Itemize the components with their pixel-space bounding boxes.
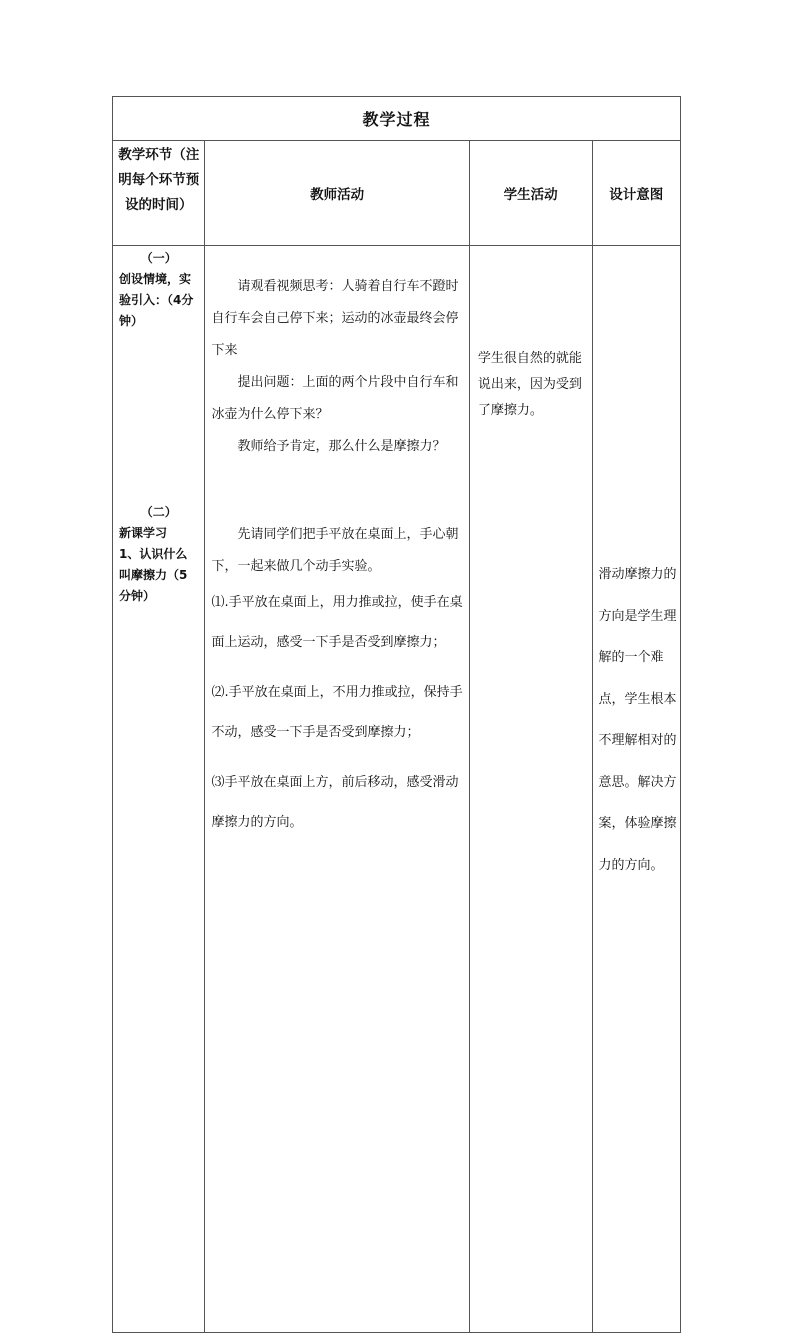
teacher-paragraph-experiment-intro: 先请同学们把手平放在桌面上，手心朝下，一起来做几个动手实验。 <box>211 527 459 574</box>
teacher-paragraph-question: 提出问题：上面的两个片段中自行车和冰壶为什么停下来？ <box>211 375 459 422</box>
header-stage: 教学环节（注明每个环节预设的时间） <box>113 141 205 246</box>
experiment-step-2: ⑵.手平放在桌面上，不用力推或拉，保持手不动，感受一下手是否受到摩擦力； <box>211 685 463 740</box>
student-activity-cell <box>469 246 592 1333</box>
content-row <box>113 246 681 1333</box>
title-row <box>113 97 681 141</box>
header-design-intent: 设计意图 <box>592 141 681 246</box>
part1-title: 创设情境，实验引入：（4分钟） <box>119 272 194 328</box>
header-row <box>113 141 681 246</box>
stage-cell <box>113 246 205 1333</box>
table-title: 教学过程 <box>113 97 681 141</box>
teacher-paragraph-friction: 教师给予肯定，那么什么是摩擦力？ <box>237 439 446 454</box>
design-intent-cell <box>592 246 681 1333</box>
experiment-step-1: ⑴.手平放在桌面上，用力推或拉，使手在桌面上运动，感受一下手是否受到摩擦力； <box>211 595 463 650</box>
teaching-process-table <box>112 96 681 1333</box>
part2-title: 新课学习 <box>119 526 168 540</box>
design-intent-text: 滑动摩擦力的方向是学生理解的一个难点，学生根本不理解相对的意思。解决方案，体验摩擦力的方向。 <box>598 567 677 873</box>
part2-number: （二） <box>140 505 177 519</box>
teacher-activity-cell <box>205 246 469 1333</box>
part1-number: （一） <box>140 251 177 265</box>
part2-subtitle: 1、认识什么叫摩擦力（5分钟） <box>119 547 188 603</box>
student-activity-text: 学生很自然的就能说出来，因为受到了摩擦力。 <box>477 351 582 418</box>
teacher-paragraph-video: 请观看视频思考：人骑着自行车不蹬时自行车会自己停下来；运动的冰壶最终会停下来 <box>211 279 459 358</box>
header-student-activity: 学生活动 <box>469 141 592 246</box>
experiment-step-3: ⑶手平放在桌面上方，前后移动，感受滑动摩擦力的方向。 <box>211 775 459 830</box>
header-teacher-activity: 教师活动 <box>205 141 469 246</box>
